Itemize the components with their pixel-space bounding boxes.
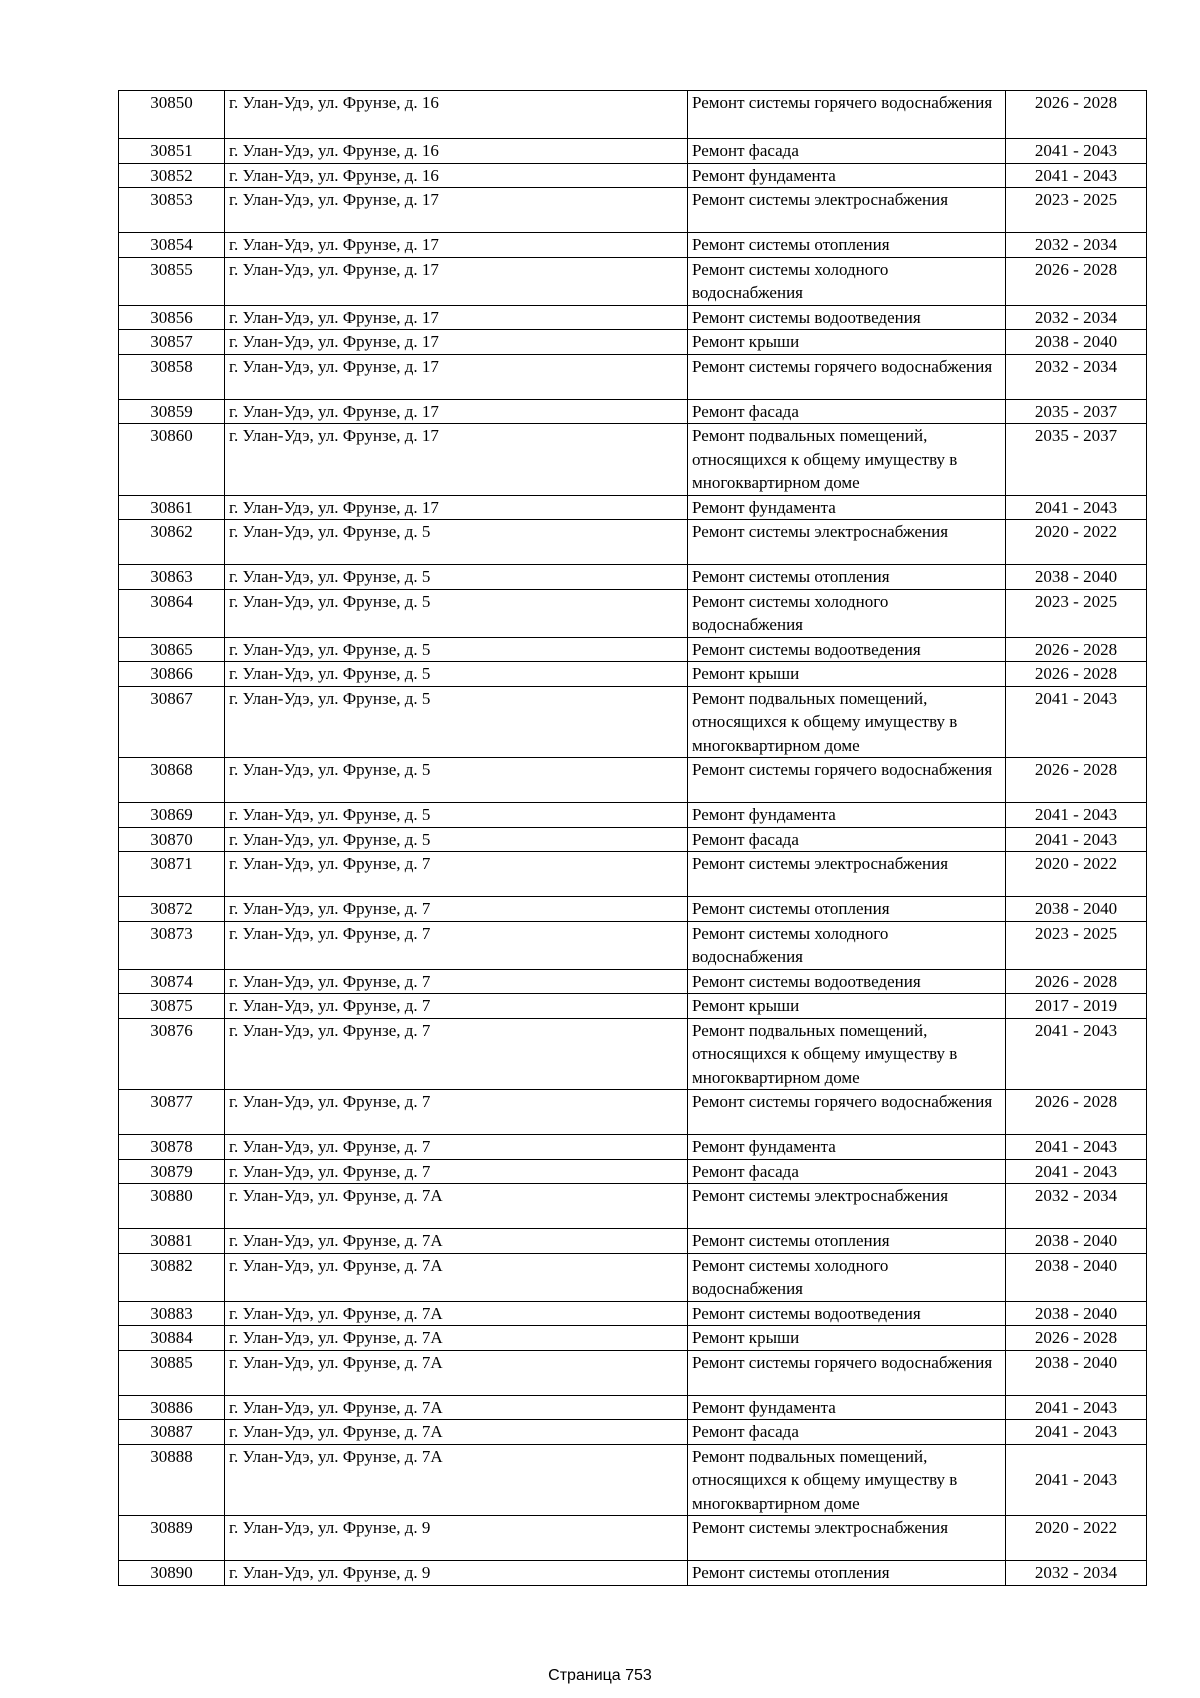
row-address: г. Улан-Удэ, ул. Фрунзе, д. 17 <box>225 399 688 424</box>
row-period: 2023 - 2025 <box>1006 921 1147 969</box>
row-number: 30880 <box>119 1184 225 1229</box>
row-number: 30863 <box>119 565 225 590</box>
row-address: г. Улан-Удэ, ул. Фрунзе, д. 5 <box>225 565 688 590</box>
table-row <box>119 1090 1147 1135</box>
row-address: г. Улан-Удэ, ул. Фрунзе, д. 17 <box>225 257 688 305</box>
row-number: 30874 <box>119 969 225 994</box>
row-work-type: Ремонт подвальных помещений, относящихся к общему имуществу в многоквартирном доме <box>688 686 1006 758</box>
table-row <box>119 921 1147 969</box>
row-period: 2023 - 2025 <box>1006 589 1147 637</box>
row-work-type: Ремонт крыши <box>688 662 1006 687</box>
row-number: 30867 <box>119 686 225 758</box>
row-period: 2041 - 2043 <box>1006 1159 1147 1184</box>
row-number: 30888 <box>119 1444 225 1516</box>
row-address: г. Улан-Удэ, ул. Фрунзе, д. 7А <box>225 1184 688 1229</box>
row-number: 30884 <box>119 1326 225 1351</box>
table-row <box>119 1018 1147 1090</box>
row-work-type: Ремонт системы холодного водоснабжения <box>688 589 1006 637</box>
row-address: г. Улан-Удэ, ул. Фрунзе, д. 5 <box>225 758 688 803</box>
row-period: 2026 - 2028 <box>1006 758 1147 803</box>
row-address: г. Улан-Удэ, ул. Фрунзе, д. 16 <box>225 91 688 139</box>
row-period: 2038 - 2040 <box>1006 330 1147 355</box>
row-period: 2041 - 2043 <box>1006 1420 1147 1445</box>
row-period: 2041 - 2043 <box>1006 686 1147 758</box>
row-address: г. Улан-Удэ, ул. Фрунзе, д. 7 <box>225 1090 688 1135</box>
row-work-type: Ремонт системы электроснабжения <box>688 1184 1006 1229</box>
table-row <box>119 163 1147 188</box>
row-work-type: Ремонт фасада <box>688 399 1006 424</box>
table-row <box>119 91 1147 139</box>
row-period: 2032 - 2034 <box>1006 354 1147 399</box>
row-number: 30890 <box>119 1561 225 1586</box>
row-work-type: Ремонт подвальных помещений, относящихся к общему имуществу в многоквартирном доме <box>688 1444 1006 1516</box>
table-row <box>119 852 1147 897</box>
table-row <box>119 637 1147 662</box>
table-row <box>119 1395 1147 1420</box>
row-number: 30864 <box>119 589 225 637</box>
row-period: 2041 - 2043 <box>1006 827 1147 852</box>
row-number: 30853 <box>119 188 225 233</box>
row-period: 2038 - 2040 <box>1006 1253 1147 1301</box>
row-work-type: Ремонт системы отопления <box>688 233 1006 258</box>
row-number: 30859 <box>119 399 225 424</box>
table-row <box>119 565 1147 590</box>
row-period: 2035 - 2037 <box>1006 399 1147 424</box>
row-work-type: Ремонт крыши <box>688 330 1006 355</box>
row-period: 2020 - 2022 <box>1006 852 1147 897</box>
table-row <box>119 803 1147 828</box>
row-address: г. Улан-Удэ, ул. Фрунзе, д. 7 <box>225 994 688 1019</box>
table-row <box>119 969 1147 994</box>
row-number: 30850 <box>119 91 225 139</box>
row-address: г. Улан-Удэ, ул. Фрунзе, д. 7 <box>225 1159 688 1184</box>
table-row <box>119 1253 1147 1301</box>
row-work-type: Ремонт фундамента <box>688 163 1006 188</box>
table-row <box>119 399 1147 424</box>
row-period: 2026 - 2028 <box>1006 257 1147 305</box>
row-number: 30852 <box>119 163 225 188</box>
row-number: 30873 <box>119 921 225 969</box>
row-work-type: Ремонт подвальных помещений, относящихся к общему имуществу в многоквартирном доме <box>688 424 1006 496</box>
row-address: г. Улан-Удэ, ул. Фрунзе, д. 7А <box>225 1420 688 1445</box>
row-work-type: Ремонт системы электроснабжения <box>688 520 1006 565</box>
row-work-type: Ремонт системы горячего водоснабжения <box>688 758 1006 803</box>
row-period: 2041 - 2043 <box>1006 1395 1147 1420</box>
table-row <box>119 330 1147 355</box>
row-period: 2026 - 2028 <box>1006 1090 1147 1135</box>
row-period: 2041 - 2043 <box>1006 803 1147 828</box>
row-work-type: Ремонт фасада <box>688 1420 1006 1445</box>
repair-schedule-table <box>118 90 1147 1586</box>
row-number: 30856 <box>119 305 225 330</box>
row-work-type: Ремонт крыши <box>688 1326 1006 1351</box>
row-work-type: Ремонт системы холодного водоснабжения <box>688 257 1006 305</box>
table-row <box>119 139 1147 164</box>
row-address: г. Улан-Удэ, ул. Фрунзе, д. 7 <box>225 1018 688 1090</box>
row-work-type: Ремонт системы электроснабжения <box>688 852 1006 897</box>
row-address: г. Улан-Удэ, ул. Фрунзе, д. 7 <box>225 1135 688 1160</box>
row-address: г. Улан-Удэ, ул. Фрунзе, д. 17 <box>225 305 688 330</box>
row-period: 2026 - 2028 <box>1006 1326 1147 1351</box>
row-work-type: Ремонт фундамента <box>688 495 1006 520</box>
row-number: 30870 <box>119 827 225 852</box>
row-address: г. Улан-Удэ, ул. Фрунзе, д. 5 <box>225 589 688 637</box>
row-address: г. Улан-Удэ, ул. Фрунзе, д. 17 <box>225 188 688 233</box>
row-work-type: Ремонт фундамента <box>688 803 1006 828</box>
row-work-type: Ремонт системы водоотведения <box>688 969 1006 994</box>
row-period: 2020 - 2022 <box>1006 1516 1147 1561</box>
row-number: 30889 <box>119 1516 225 1561</box>
row-address: г. Улан-Удэ, ул. Фрунзе, д. 7А <box>225 1301 688 1326</box>
row-address: г. Улан-Удэ, ул. Фрунзе, д. 7А <box>225 1253 688 1301</box>
row-number: 30862 <box>119 520 225 565</box>
table-row <box>119 424 1147 496</box>
row-number: 30855 <box>119 257 225 305</box>
row-work-type: Ремонт системы горячего водоснабжения <box>688 1090 1006 1135</box>
table-row <box>119 1184 1147 1229</box>
row-number: 30885 <box>119 1350 225 1395</box>
row-address: г. Улан-Удэ, ул. Фрунзе, д. 16 <box>225 139 688 164</box>
row-number: 30865 <box>119 637 225 662</box>
row-number: 30887 <box>119 1420 225 1445</box>
table-row <box>119 1229 1147 1254</box>
row-work-type: Ремонт крыши <box>688 994 1006 1019</box>
page-number: Страница 753 <box>548 1667 652 1684</box>
row-address: г. Улан-Удэ, ул. Фрунзе, д. 16 <box>225 163 688 188</box>
row-address: г. Улан-Удэ, ул. Фрунзе, д. 7А <box>225 1444 688 1516</box>
row-period: 2032 - 2034 <box>1006 305 1147 330</box>
row-number: 30866 <box>119 662 225 687</box>
row-period: 2026 - 2028 <box>1006 662 1147 687</box>
row-number: 30877 <box>119 1090 225 1135</box>
table-row <box>119 495 1147 520</box>
table-row <box>119 1350 1147 1395</box>
row-work-type: Ремонт системы водоотведения <box>688 637 1006 662</box>
row-address: г. Улан-Удэ, ул. Фрунзе, д. 5 <box>225 637 688 662</box>
row-address: г. Улан-Удэ, ул. Фрунзе, д. 17 <box>225 354 688 399</box>
row-number: 30875 <box>119 994 225 1019</box>
row-number: 30878 <box>119 1135 225 1160</box>
row-period: 2032 - 2034 <box>1006 1561 1147 1586</box>
row-address: г. Улан-Удэ, ул. Фрунзе, д. 17 <box>225 495 688 520</box>
table-row <box>119 827 1147 852</box>
row-work-type: Ремонт системы водоотведения <box>688 1301 1006 1326</box>
table-row <box>119 1444 1147 1516</box>
table-row <box>119 257 1147 305</box>
table-row <box>119 662 1147 687</box>
row-address: г. Улан-Удэ, ул. Фрунзе, д. 7А <box>225 1229 688 1254</box>
row-address: г. Улан-Удэ, ул. Фрунзе, д. 7 <box>225 921 688 969</box>
row-number: 30861 <box>119 495 225 520</box>
row-period: 2041 - 2043 <box>1006 1135 1147 1160</box>
row-address: г. Улан-Удэ, ул. Фрунзе, д. 5 <box>225 662 688 687</box>
row-work-type: Ремонт системы электроснабжения <box>688 188 1006 233</box>
row-number: 30868 <box>119 758 225 803</box>
row-number: 30876 <box>119 1018 225 1090</box>
row-period: 2038 - 2040 <box>1006 1301 1147 1326</box>
row-number: 30886 <box>119 1395 225 1420</box>
row-address: г. Улан-Удэ, ул. Фрунзе, д. 7А <box>225 1395 688 1420</box>
table-row <box>119 233 1147 258</box>
table-row <box>119 994 1147 1019</box>
row-number: 30883 <box>119 1301 225 1326</box>
table-row <box>119 897 1147 922</box>
row-address: г. Улан-Удэ, ул. Фрунзе, д. 17 <box>225 330 688 355</box>
row-address: г. Улан-Удэ, ул. Фрунзе, д. 7А <box>225 1350 688 1395</box>
row-period: 2026 - 2028 <box>1006 91 1147 139</box>
row-period: 2038 - 2040 <box>1006 897 1147 922</box>
row-work-type: Ремонт системы водоотведения <box>688 305 1006 330</box>
row-period: 2038 - 2040 <box>1006 565 1147 590</box>
row-address: г. Улан-Удэ, ул. Фрунзе, д. 7 <box>225 969 688 994</box>
row-number: 30879 <box>119 1159 225 1184</box>
row-period: 2041 - 2043 <box>1006 163 1147 188</box>
row-period: 2026 - 2028 <box>1006 637 1147 662</box>
row-number: 30860 <box>119 424 225 496</box>
row-work-type: Ремонт системы отопления <box>688 1229 1006 1254</box>
row-work-type: Ремонт системы горячего водоснабжения <box>688 1350 1006 1395</box>
row-period: 2041 - 2043 <box>1006 139 1147 164</box>
table-row <box>119 1301 1147 1326</box>
row-period: 2026 - 2028 <box>1006 969 1147 994</box>
table-row <box>119 1135 1147 1160</box>
row-number: 30869 <box>119 803 225 828</box>
row-period: 2038 - 2040 <box>1006 1350 1147 1395</box>
row-work-type: Ремонт подвальных помещений, относящихся к общему имуществу в многоквартирном доме <box>688 1018 1006 1090</box>
row-period: 2038 - 2040 <box>1006 1229 1147 1254</box>
row-address: г. Улан-Удэ, ул. Фрунзе, д. 7 <box>225 852 688 897</box>
row-work-type: Ремонт системы отопления <box>688 897 1006 922</box>
row-address: г. Улан-Удэ, ул. Фрунзе, д. 5 <box>225 686 688 758</box>
table-row <box>119 1159 1147 1184</box>
row-work-type: Ремонт системы горячего водоснабжения <box>688 91 1006 139</box>
row-period: 2041 - 2043 <box>1006 495 1147 520</box>
row-number: 30872 <box>119 897 225 922</box>
row-work-type: Ремонт системы горячего водоснабжения <box>688 354 1006 399</box>
row-address: г. Улан-Удэ, ул. Фрунзе, д. 7 <box>225 897 688 922</box>
row-number: 30851 <box>119 139 225 164</box>
row-period: 2017 - 2019 <box>1006 994 1147 1019</box>
row-period: 2041 - 2043 <box>1006 1444 1147 1516</box>
table-row <box>119 1561 1147 1586</box>
table-row <box>119 589 1147 637</box>
table-row <box>119 1420 1147 1445</box>
table-row <box>119 188 1147 233</box>
row-work-type: Ремонт фундамента <box>688 1135 1006 1160</box>
row-number: 30881 <box>119 1229 225 1254</box>
row-work-type: Ремонт фасада <box>688 139 1006 164</box>
row-address: г. Улан-Удэ, ул. Фрунзе, д. 9 <box>225 1561 688 1586</box>
row-number: 30882 <box>119 1253 225 1301</box>
row-period: 2020 - 2022 <box>1006 520 1147 565</box>
row-work-type: Ремонт системы холодного водоснабжения <box>688 921 1006 969</box>
row-address: г. Улан-Удэ, ул. Фрунзе, д. 5 <box>225 827 688 852</box>
row-address: г. Улан-Удэ, ул. Фрунзе, д. 7А <box>225 1326 688 1351</box>
table-row <box>119 305 1147 330</box>
row-work-type: Ремонт системы отопления <box>688 565 1006 590</box>
row-work-type: Ремонт системы электроснабжения <box>688 1516 1006 1561</box>
table-row <box>119 758 1147 803</box>
row-period: 2032 - 2034 <box>1006 233 1147 258</box>
row-work-type: Ремонт фасада <box>688 827 1006 852</box>
row-address: г. Улан-Удэ, ул. Фрунзе, д. 17 <box>225 424 688 496</box>
row-number: 30857 <box>119 330 225 355</box>
row-address: г. Улан-Удэ, ул. Фрунзе, д. 9 <box>225 1516 688 1561</box>
row-number: 30871 <box>119 852 225 897</box>
table-row <box>119 520 1147 565</box>
table-row <box>119 354 1147 399</box>
row-work-type: Ремонт системы отопления <box>688 1561 1006 1586</box>
row-period: 2041 - 2043 <box>1006 1018 1147 1090</box>
row-address: г. Улан-Удэ, ул. Фрунзе, д. 17 <box>225 233 688 258</box>
row-work-type: Ремонт фундамента <box>688 1395 1006 1420</box>
table-row <box>119 1516 1147 1561</box>
row-work-type: Ремонт фасада <box>688 1159 1006 1184</box>
table-row <box>119 1326 1147 1351</box>
row-address: г. Улан-Удэ, ул. Фрунзе, д. 5 <box>225 520 688 565</box>
table-row <box>119 686 1147 758</box>
row-period: 2035 - 2037 <box>1006 424 1147 496</box>
row-period: 2023 - 2025 <box>1006 188 1147 233</box>
row-number: 30858 <box>119 354 225 399</box>
row-work-type: Ремонт системы холодного водоснабжения <box>688 1253 1006 1301</box>
row-number: 30854 <box>119 233 225 258</box>
row-address: г. Улан-Удэ, ул. Фрунзе, д. 5 <box>225 803 688 828</box>
row-period: 2032 - 2034 <box>1006 1184 1147 1229</box>
